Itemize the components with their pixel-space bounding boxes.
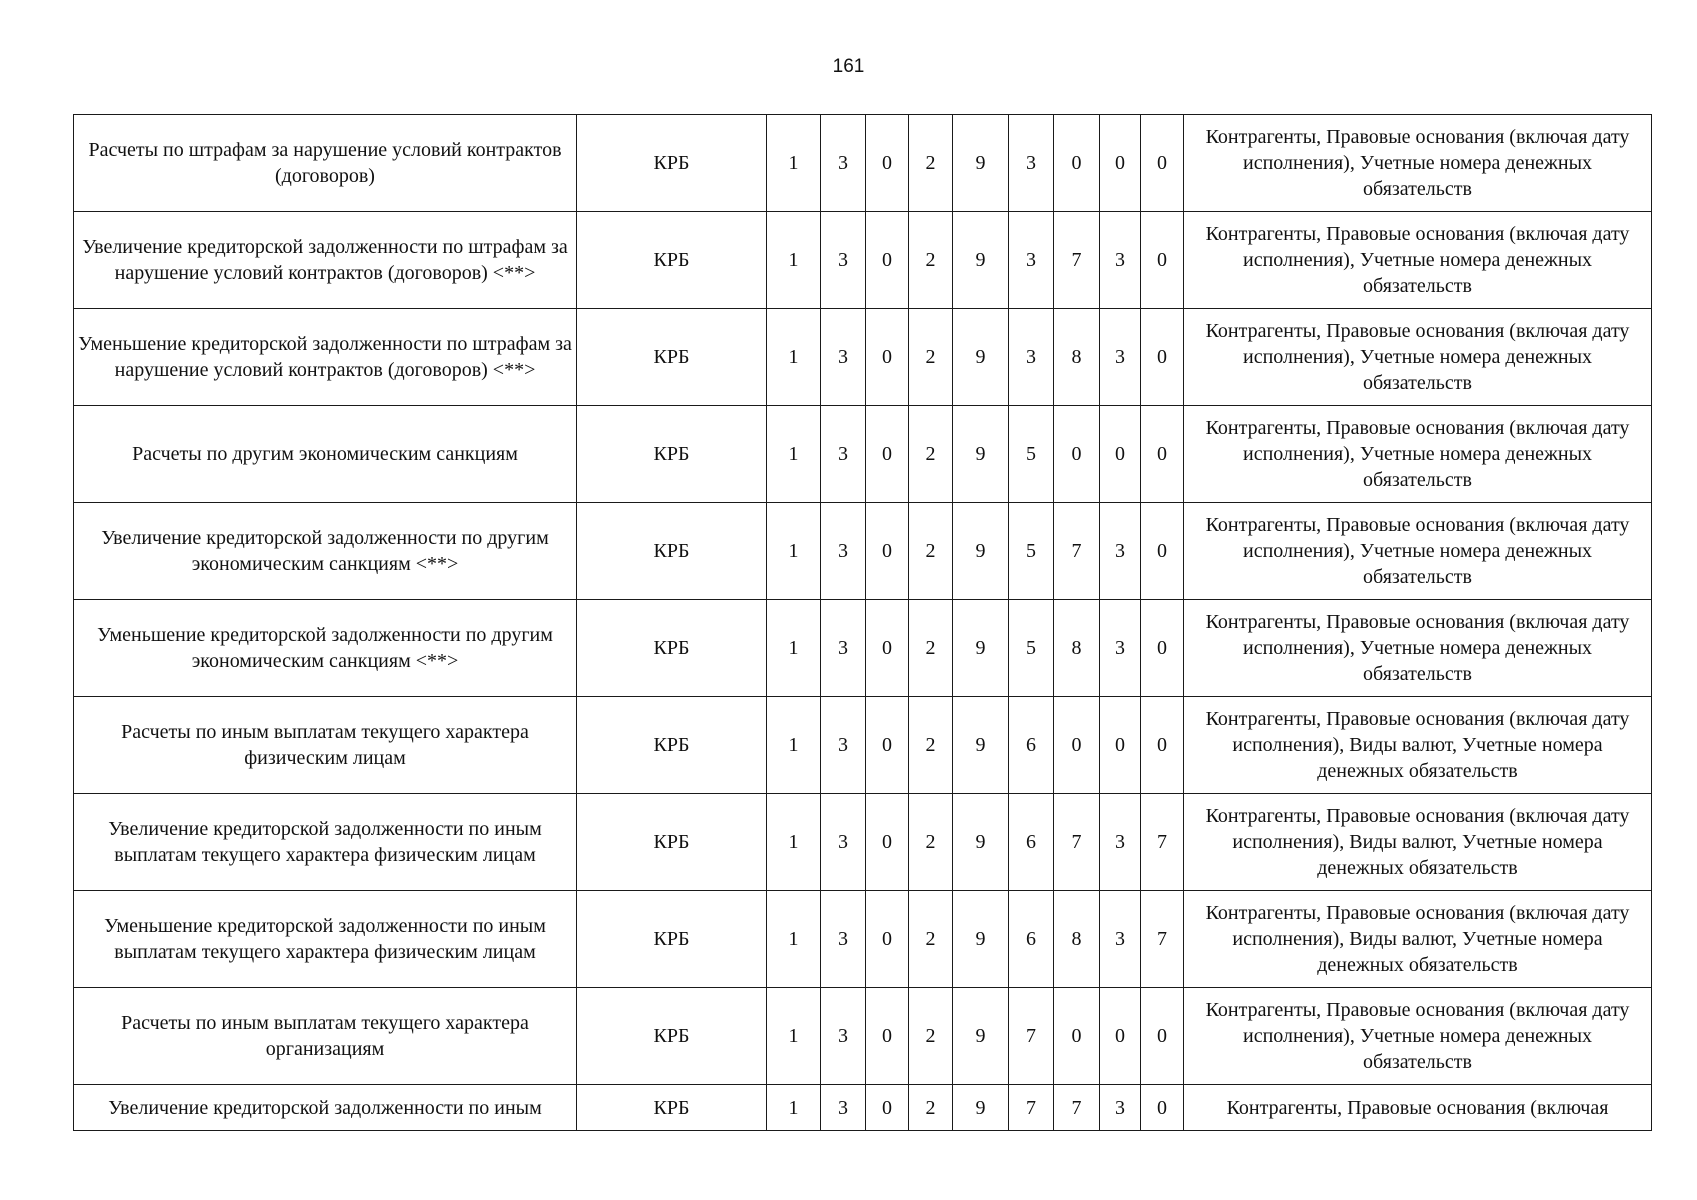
account-digit-cell: 7: [1009, 988, 1054, 1085]
table-row: [74, 406, 1652, 503]
analytics-cell: Контрагенты, Правовые основания (включая дату исполнения), Учетные номера денежных обязательств: [1184, 309, 1652, 406]
budget-code-cell: КРБ: [577, 406, 767, 503]
account-digit-cell: 1: [767, 1085, 821, 1131]
account-digit-cell: 0: [1141, 309, 1184, 406]
account-digit-cell: 0: [866, 891, 909, 988]
analytics-cell: Контрагенты, Правовые основания (включая дату исполнения), Учетные номера денежных обязательств: [1184, 503, 1652, 600]
account-digit-cell: 3: [1100, 212, 1141, 309]
account-digit-cell: 0: [866, 503, 909, 600]
account-digit-cell: 3: [821, 988, 866, 1085]
account-digit-cell: 0: [1054, 406, 1100, 503]
analytics-cell: Контрагенты, Правовые основания (включая дату исполнения), Учетные номера денежных обязательств: [1184, 600, 1652, 697]
analytics-cell: Контрагенты, Правовые основания (включая дату исполнения), Учетные номера денежных обязательств: [1184, 212, 1652, 309]
account-digit-cell: 0: [1054, 115, 1100, 212]
account-digit-cell: 3: [1100, 794, 1141, 891]
account-digit-cell: 2: [909, 1085, 953, 1131]
account-digit-cell: 2: [909, 600, 953, 697]
table-row: [74, 115, 1652, 212]
account-digit-cell: 0: [866, 988, 909, 1085]
account-digit-cell: 9: [953, 212, 1009, 309]
account-digit-cell: 0: [1141, 115, 1184, 212]
account-digit-cell: 5: [1009, 406, 1054, 503]
account-digit-cell: 5: [1009, 503, 1054, 600]
account-digit-cell: 0: [1141, 1085, 1184, 1131]
account-digit-cell: 1: [767, 406, 821, 503]
account-digit-cell: 3: [1009, 309, 1054, 406]
account-digit-cell: 1: [767, 794, 821, 891]
account-digit-cell: 3: [821, 891, 866, 988]
table-row: [74, 988, 1652, 1085]
account-digit-cell: 0: [1054, 988, 1100, 1085]
account-digit-cell: 3: [821, 1085, 866, 1131]
account-digit-cell: 6: [1009, 697, 1054, 794]
account-name-cell: Увеличение кредиторской задолженности по другим экономическим санкциям <**>: [74, 503, 577, 600]
account-digit-cell: 2: [909, 406, 953, 503]
table-row: [74, 503, 1652, 600]
account-digit-cell: 7: [1009, 1085, 1054, 1131]
budget-code-cell: КРБ: [577, 309, 767, 406]
account-digit-cell: 7: [1054, 1085, 1100, 1131]
account-digit-cell: 5: [1009, 600, 1054, 697]
account-digit-cell: 1: [767, 309, 821, 406]
budget-code-cell: КРБ: [577, 212, 767, 309]
analytics-cell: Контрагенты, Правовые основания (включая дату исполнения), Учетные номера денежных обязательств: [1184, 115, 1652, 212]
account-digit-cell: 3: [1100, 1085, 1141, 1131]
account-digit-cell: 3: [1100, 309, 1141, 406]
table-row: [74, 600, 1652, 697]
account-digit-cell: 2: [909, 212, 953, 309]
account-digit-cell: 0: [866, 406, 909, 503]
account-digit-cell: 3: [821, 697, 866, 794]
account-digit-cell: 7: [1141, 794, 1184, 891]
account-name-cell: Уменьшение кредиторской задолженности по штрафам за нарушение условий контрактов (договоров) <**>: [74, 309, 577, 406]
analytics-cell: Контрагенты, Правовые основания (включая дату исполнения), Учетные номера денежных обязательств: [1184, 406, 1652, 503]
table-row: [74, 212, 1652, 309]
budget-code-cell: КРБ: [577, 1085, 767, 1131]
account-digit-cell: 9: [953, 988, 1009, 1085]
budget-code-cell: КРБ: [577, 697, 767, 794]
budget-code-cell: КРБ: [577, 988, 767, 1085]
account-name-cell: Уменьшение кредиторской задолженности по другим экономическим санкциям <**>: [74, 600, 577, 697]
account-digit-cell: 7: [1054, 794, 1100, 891]
account-name-cell: Расчеты по штрафам за нарушение условий контрактов (договоров): [74, 115, 577, 212]
analytics-cell: Контрагенты, Правовые основания (включая дату исполнения), Учетные номера денежных обязательств: [1184, 988, 1652, 1085]
account-digit-cell: 0: [866, 115, 909, 212]
budget-code-cell: КРБ: [577, 891, 767, 988]
account-digit-cell: 8: [1054, 309, 1100, 406]
account-digit-cell: 3: [1009, 115, 1054, 212]
table-row: [74, 891, 1652, 988]
account-name-cell: Уменьшение кредиторской задолженности по иным выплатам текущего характера физическим лицам: [74, 891, 577, 988]
account-digit-cell: 1: [767, 212, 821, 309]
account-digit-cell: 9: [953, 503, 1009, 600]
account-digit-cell: 0: [1141, 212, 1184, 309]
analytics-cell: Контрагенты, Правовые основания (включая дату исполнения), Виды валют, Учетные номера денежных обязательств: [1184, 891, 1652, 988]
account-digit-cell: 6: [1009, 891, 1054, 988]
account-digit-cell: 0: [1054, 697, 1100, 794]
account-digit-cell: 0: [866, 212, 909, 309]
account-digit-cell: 9: [953, 891, 1009, 988]
account-digit-cell: 7: [1141, 891, 1184, 988]
account-digit-cell: 2: [909, 891, 953, 988]
account-digit-cell: 0: [1141, 697, 1184, 794]
account-digit-cell: 3: [821, 212, 866, 309]
account-digit-cell: 0: [866, 697, 909, 794]
account-digit-cell: 0: [866, 794, 909, 891]
account-digit-cell: 3: [821, 503, 866, 600]
account-digit-cell: 3: [821, 794, 866, 891]
account-digit-cell: 3: [821, 115, 866, 212]
account-digit-cell: 2: [909, 697, 953, 794]
account-digit-cell: 9: [953, 600, 1009, 697]
account-digit-cell: 0: [1141, 503, 1184, 600]
account-digit-cell: 1: [767, 988, 821, 1085]
account-digit-cell: 1: [767, 697, 821, 794]
account-digit-cell: 9: [953, 115, 1009, 212]
budget-code-cell: КРБ: [577, 115, 767, 212]
analytics-cell: Контрагенты, Правовые основания (включая: [1184, 1085, 1652, 1131]
account-name-cell: Расчеты по иным выплатам текущего характера организациям: [74, 988, 577, 1085]
account-digit-cell: 3: [1100, 891, 1141, 988]
account-digit-cell: 7: [1054, 212, 1100, 309]
analytics-cell: Контрагенты, Правовые основания (включая дату исполнения), Виды валют, Учетные номера денежных обязательств: [1184, 794, 1652, 891]
account-digit-cell: 0: [866, 600, 909, 697]
account-digit-cell: 0: [1100, 115, 1141, 212]
accounts-table: [73, 114, 1652, 1131]
account-digit-cell: 0: [1100, 988, 1141, 1085]
account-name-cell: Увеличение кредиторской задолженности по штрафам за нарушение условий контрактов (договоров) <**>: [74, 212, 577, 309]
account-name-cell: Расчеты по иным выплатам текущего характера физическим лицам: [74, 697, 577, 794]
budget-code-cell: КРБ: [577, 600, 767, 697]
account-digit-cell: 1: [767, 891, 821, 988]
account-digit-cell: 0: [1141, 988, 1184, 1085]
account-digit-cell: 8: [1054, 891, 1100, 988]
account-digit-cell: 0: [1100, 697, 1141, 794]
account-digit-cell: 0: [1141, 600, 1184, 697]
account-digit-cell: 3: [821, 600, 866, 697]
account-digit-cell: 2: [909, 309, 953, 406]
account-digit-cell: 9: [953, 794, 1009, 891]
budget-code-cell: КРБ: [577, 794, 767, 891]
account-name-cell: Увеличение кредиторской задолженности по иным: [74, 1085, 577, 1131]
account-digit-cell: 9: [953, 406, 1009, 503]
account-digit-cell: 1: [767, 115, 821, 212]
account-digit-cell: 3: [821, 309, 866, 406]
account-name-cell: Увеличение кредиторской задолженности по иным выплатам текущего характера физическим лицам: [74, 794, 577, 891]
account-digit-cell: 2: [909, 988, 953, 1085]
budget-code-cell: КРБ: [577, 503, 767, 600]
analytics-cell: Контрагенты, Правовые основания (включая дату исполнения), Виды валют, Учетные номера денежных обязательств: [1184, 697, 1652, 794]
account-digit-cell: 2: [909, 503, 953, 600]
table-row: [74, 309, 1652, 406]
account-digit-cell: 1: [767, 600, 821, 697]
account-digit-cell: 9: [953, 697, 1009, 794]
account-digit-cell: 3: [1009, 212, 1054, 309]
account-digit-cell: 8: [1054, 600, 1100, 697]
account-digit-cell: 0: [866, 1085, 909, 1131]
account-digit-cell: 1: [767, 503, 821, 600]
table-row: [74, 1085, 1652, 1131]
account-digit-cell: 0: [1141, 406, 1184, 503]
account-digit-cell: 3: [821, 406, 866, 503]
table-row: [74, 794, 1652, 891]
account-digit-cell: 9: [953, 309, 1009, 406]
account-digit-cell: 0: [866, 309, 909, 406]
table-row: [74, 697, 1652, 794]
page-number: 161: [832, 56, 865, 77]
account-digit-cell: 6: [1009, 794, 1054, 891]
account-digit-cell: 3: [1100, 503, 1141, 600]
account-digit-cell: 2: [909, 794, 953, 891]
account-digit-cell: 9: [953, 1085, 1009, 1131]
account-digit-cell: 7: [1054, 503, 1100, 600]
account-digit-cell: 3: [1100, 600, 1141, 697]
account-digit-cell: 0: [1100, 406, 1141, 503]
account-digit-cell: 2: [909, 115, 953, 212]
account-name-cell: Расчеты по другим экономическим санкциям: [74, 406, 577, 503]
